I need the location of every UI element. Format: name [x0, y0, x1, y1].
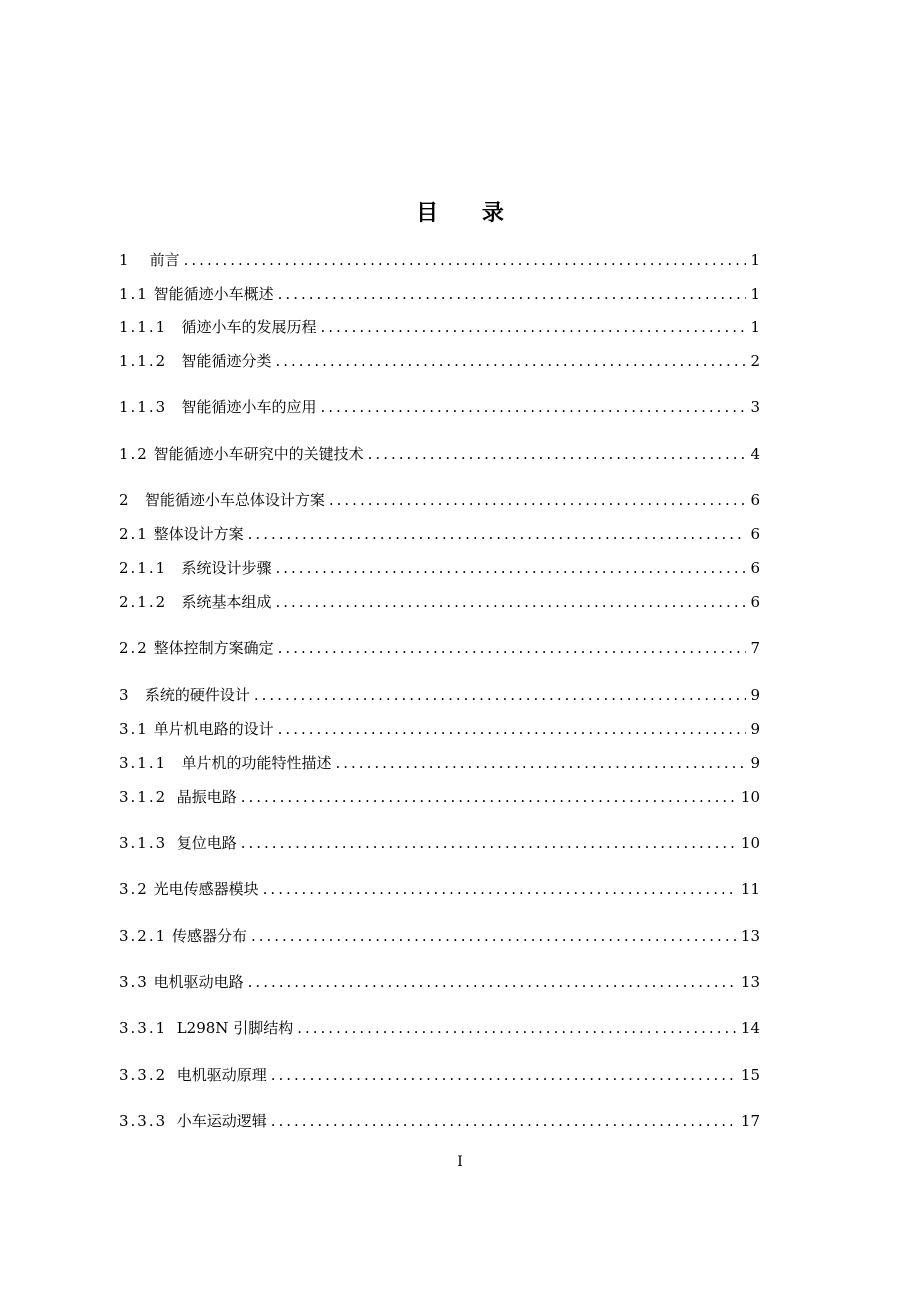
- toc-dot-leader: [368, 444, 747, 464]
- toc-entry[interactable]: [119, 250, 760, 270]
- toc-entry[interactable]: [119, 972, 760, 992]
- toc-entry-title: 电机驱动原理: [176, 1066, 267, 1084]
- toc-entry-gap: [167, 558, 181, 578]
- toc-entry-title: 智能循迹小车概述: [153, 285, 274, 303]
- toc-dot-leader: [297, 1018, 737, 1038]
- toc-entry-title: 循迹小车的发展历程: [181, 318, 317, 336]
- toc-entry[interactable]: [119, 444, 760, 464]
- toc-entry-title: 整体设计方案: [153, 525, 244, 543]
- toc-entry-page: 13: [740, 973, 760, 991]
- toc-entry-page: 9: [750, 686, 760, 704]
- toc-entry-page: 6: [750, 491, 760, 509]
- toc-entry-title: 系统基本组成: [181, 593, 272, 611]
- toc-entry[interactable]: [119, 638, 760, 658]
- toc-dot-leader: [276, 351, 747, 371]
- toc-entry-number: 2.2: [119, 639, 149, 657]
- toc-entry[interactable]: [119, 1018, 760, 1038]
- toc-entry-page: 10: [740, 834, 760, 852]
- toc-dot-leader: [184, 250, 747, 270]
- toc-entry-page: 3: [750, 398, 760, 416]
- toc-entry[interactable]: [119, 1065, 760, 1085]
- toc-entry-number: 3.1: [119, 720, 149, 738]
- toc-dot-leader: [254, 685, 747, 705]
- toc-entry-title: 系统的硬件设计: [144, 686, 250, 704]
- toc-entry-number: 3.2.1: [119, 927, 168, 945]
- toc-entry-page: 15: [740, 1066, 760, 1084]
- toc-entry-gap: [131, 250, 150, 270]
- toc-entry-title: 晶振电路: [176, 788, 237, 806]
- toc-dot-leader: [321, 317, 747, 337]
- toc-dot-leader: [271, 1065, 737, 1085]
- toc-entry-page: 14: [740, 1019, 760, 1037]
- toc-dot-leader: [248, 972, 737, 992]
- toc-entry-page: 6: [750, 593, 760, 611]
- toc-entry[interactable]: [119, 284, 760, 304]
- toc-dot-leader: [278, 638, 747, 658]
- toc-entry-gap: [167, 1111, 177, 1131]
- toc-entry-title: 单片机的功能特性描述: [181, 754, 332, 772]
- toc-entry[interactable]: [119, 787, 760, 807]
- toc-entry-page: 13: [740, 927, 760, 945]
- toc-entry-title: 电机驱动电路: [153, 973, 244, 991]
- toc-entry[interactable]: [119, 490, 760, 510]
- toc-entry-title: 单片机电路的设计: [153, 720, 274, 738]
- toc-dot-leader: [263, 879, 737, 899]
- page-number: I: [457, 1154, 463, 1170]
- toc-entry-page: 6: [750, 525, 760, 543]
- toc-dot-leader: [278, 719, 747, 739]
- toc-entry-title: 智能循迹分类: [181, 352, 272, 370]
- toc-entry-page: 7: [750, 639, 760, 657]
- toc-entry[interactable]: [119, 317, 760, 337]
- toc-dot-leader: [321, 397, 747, 417]
- toc-dot-leader: [276, 558, 747, 578]
- toc-entry[interactable]: [119, 558, 760, 578]
- toc-entry-number: 1.1.2: [119, 352, 168, 370]
- toc-entry-page: 4: [750, 445, 760, 463]
- toc-entry[interactable]: [119, 753, 760, 773]
- toc-entry[interactable]: [119, 351, 760, 371]
- toc-entry-number: 3.3.2: [119, 1066, 168, 1084]
- toc-entry-page: 1: [750, 285, 760, 303]
- toc-entry-number: 2.1.2: [119, 593, 168, 611]
- toc-entry-number: 3.3: [119, 973, 149, 991]
- toc-entry-page: 17: [740, 1112, 760, 1130]
- toc-dot-leader: [271, 1111, 737, 1131]
- toc-dot-leader: [251, 926, 737, 946]
- toc-dot-leader: [241, 833, 737, 853]
- toc-entry-page: 1: [750, 251, 760, 269]
- toc-entry-number: 1.1: [119, 285, 149, 303]
- toc-entry-page: 2: [750, 352, 760, 370]
- toc-entry-title: L298N 引脚结构: [176, 1019, 294, 1037]
- toc-entry[interactable]: [119, 592, 760, 612]
- toc-dot-leader: [248, 524, 747, 544]
- toc-entry[interactable]: [119, 879, 760, 899]
- toc-entry-number: 3.2: [119, 880, 149, 898]
- toc-entry-page: 9: [750, 754, 760, 772]
- toc-entry-title: 前言: [149, 251, 180, 269]
- toc-entry-number: 1.1.1: [119, 318, 168, 336]
- toc-entry-number: 3.1.1: [119, 754, 168, 772]
- toc-entry-gap: [167, 592, 181, 612]
- toc-entry-gap: [167, 317, 181, 337]
- toc-entry-number: 1.2: [119, 445, 149, 463]
- toc-entry-gap: [167, 833, 177, 853]
- toc-entry-title: 智能循迹小车总体设计方案: [144, 491, 325, 509]
- toc-entry-number: 3.3.1: [119, 1019, 168, 1037]
- toc-entry-number: 1.1.3: [119, 398, 168, 416]
- toc-entry-title: 系统设计步骤: [181, 559, 272, 577]
- toc-entry[interactable]: [119, 685, 760, 705]
- toc-entry-title: 光电传感器模块: [153, 880, 259, 898]
- toc-title: 目 录: [416, 201, 522, 226]
- toc-dot-leader: [329, 490, 747, 510]
- toc-dot-leader: [241, 787, 737, 807]
- toc-entry-gap: [167, 1018, 177, 1038]
- toc-entry-number: 3: [119, 686, 131, 704]
- toc-entry-title: 小车运动逻辑: [176, 1112, 267, 1130]
- toc-entry-number: 2.1: [119, 525, 149, 543]
- toc-entry-gap: [167, 1065, 177, 1085]
- toc-entry[interactable]: [119, 1111, 760, 1131]
- toc-entry[interactable]: [119, 926, 760, 946]
- toc-entry-number: 1: [119, 251, 131, 269]
- toc-entry-gap: [167, 787, 177, 807]
- toc-entry-gap: [167, 397, 181, 417]
- toc-dot-leader: [336, 753, 747, 773]
- toc-entry-title: 智能循迹小车研究中的关键技术: [153, 445, 364, 463]
- toc-entry-gap: [167, 351, 181, 371]
- toc-entry[interactable]: [119, 524, 760, 544]
- toc-entry[interactable]: [119, 833, 760, 853]
- toc-entry[interactable]: [119, 719, 760, 739]
- toc-entry-gap: [167, 753, 181, 773]
- toc-entry-number: 3.1.3: [119, 834, 168, 852]
- toc-entry-page: 9: [750, 720, 760, 738]
- toc-entry-gap: [131, 490, 145, 510]
- toc-dot-leader: [278, 284, 747, 304]
- toc-entry-title: 整体控制方案确定: [153, 639, 274, 657]
- toc-entry-title: 传感器分布: [171, 927, 247, 945]
- toc-entry-gap: [131, 685, 145, 705]
- toc-entry-number: 2.1.1: [119, 559, 168, 577]
- toc-entry-page: 10: [740, 788, 760, 806]
- toc-entry[interactable]: [119, 397, 760, 417]
- toc-entry-number: 3.3.3: [119, 1112, 168, 1130]
- toc-dot-leader: [276, 592, 747, 612]
- toc-entry-title: 复位电路: [176, 834, 237, 852]
- toc-entry-title: 智能循迹小车的应用: [181, 398, 317, 416]
- toc-entry-page: 11: [740, 880, 760, 898]
- toc-entry-number: 3.1.2: [119, 788, 168, 806]
- toc-entry-number: 2: [119, 491, 131, 509]
- toc-entry-page: 1: [750, 318, 760, 336]
- toc-entry-page: 6: [750, 559, 760, 577]
